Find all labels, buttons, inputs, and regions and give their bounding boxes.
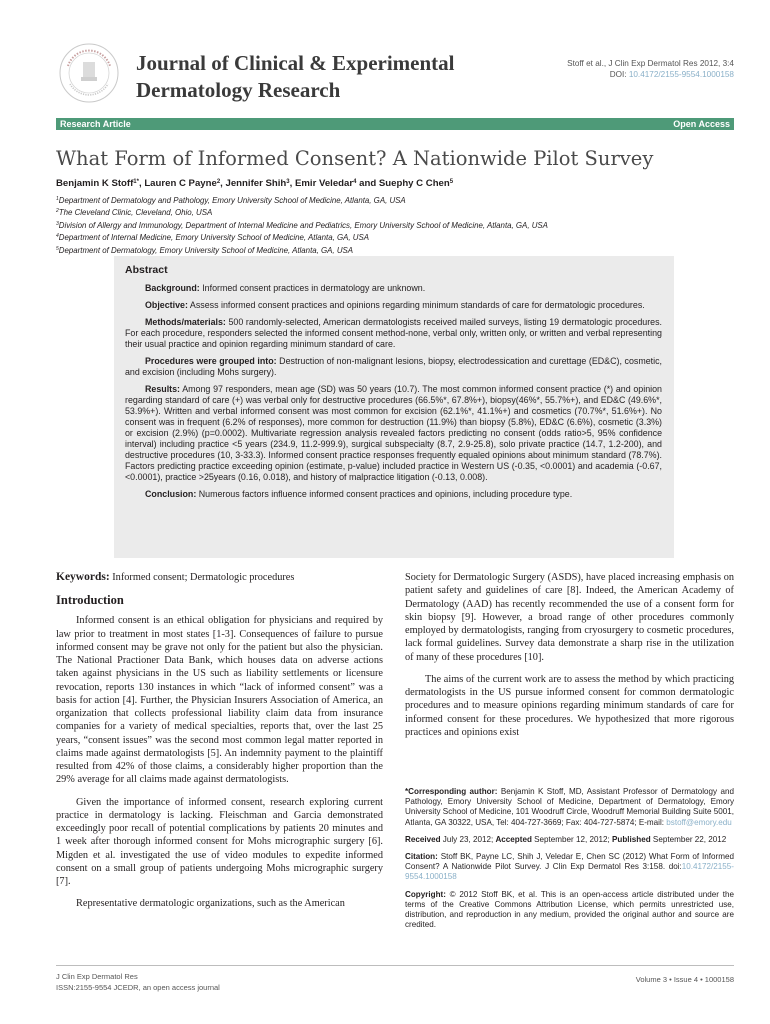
abstract-objective	[125, 300, 662, 311]
email-link[interactable]: bstoff@emory.edu	[666, 817, 732, 827]
abstract-label: Procedures were grouped into:	[145, 356, 277, 366]
author-sup: 4	[353, 179, 357, 185]
author-name: Benjamin K Stoff	[56, 178, 134, 189]
introduction-heading: Introduction	[56, 593, 124, 608]
author-name: Lauren C Payne	[144, 178, 217, 189]
body-paragraph: Society for Dermatologic Surgery (ASDS), have placed increasing emphasis on patient safety and guidelines of care [8]. Indeed, the American Academy of Dermatology (AAD) has recently recommended the use of a consent form for skin biopsy [9]. However, a broad range of other procedures commonly employed by dermatologists, ranging from cryosurgery to cosmetic procedures, lack formal guidelines. Survey data demonstrate a sharp rise in the utilization of many of these procedures [10].	[405, 572, 734, 663]
affiliation-text: Department of Dermatology and Pathology, Emory University School of Medicine, Atlanta, GA, USA	[58, 196, 406, 205]
abstract-text: 500 randomly-selected, American dermatologists received mailed surveys, listing 19 dermatologic procedures. For each procedure, responders selected the informed consent method-none, verbal only, written only, or written and verbal representing their usual practice and opinion regarding minimum standard of care.	[125, 317, 662, 349]
affiliation-item	[56, 194, 548, 206]
footnote-text: Stoff BK, Payne LC, Shih J, Veledar E, Chen SC (2012) What Form of Informed Consent? A Nationwide Pilot Survey. J Clin Exp Dermatol Res 3:158. doi:	[405, 852, 734, 872]
affiliation-item	[56, 206, 548, 218]
author-name: Suephy C Chen	[378, 178, 450, 189]
published-label: Published	[611, 834, 651, 844]
affiliation-text: Division of Allergy and Immunology, Department of Internal Medicine and Pediatrics, Emory University School of Medicine, Atlanta, GA, USA	[58, 220, 548, 230]
affiliation-sup: 3	[56, 220, 59, 227]
affiliation-item	[56, 219, 548, 231]
affiliation-list	[56, 194, 548, 256]
abstract-methods	[125, 317, 662, 350]
abstract-background	[125, 283, 662, 294]
received-date: July 23, 2012;	[440, 834, 496, 844]
copyright-note	[405, 890, 734, 931]
open-access-label: Open Access	[673, 119, 730, 129]
abstract-text: Assess informed consent practices and opinions regarding minimum standards of care for dermatologic procedures.	[187, 300, 645, 310]
affiliation-text: Department of Internal Medicine, Emory University School of Medicine, Atlanta, GA, USA	[58, 233, 369, 243]
author-separator: ,	[220, 178, 226, 189]
keywords-text: Informed consent; Dermatologic procedures	[109, 572, 295, 583]
corresponding-author	[405, 787, 734, 828]
abstract-text: Destruction of non-malignant lesions, biopsy, electrodessication and curettage (ED&C), cosmetic, and excision (including Mohs surgery).	[125, 356, 662, 377]
abstract-label: Results:	[145, 384, 181, 394]
affiliation-text: Department of Dermatology, Emory University School of Medicine, Atlanta, GA, USA	[58, 245, 354, 255]
affiliation-item	[56, 231, 548, 243]
author-sup: 3	[286, 179, 290, 185]
abstract-results	[125, 384, 662, 483]
author-separator: ,	[138, 178, 145, 189]
body-paragraph: Representative dermatologic organizations, such as the American	[76, 898, 345, 910]
doi-label: DOI:	[609, 70, 629, 79]
author-name: Jennifer Shih	[225, 178, 287, 189]
accepted-date: September 12, 2012;	[531, 834, 612, 844]
body-paragraph: Given the importance of informed consent, research exploring current practice in dermatology is lacking. Fleischman and Garcia demonstrated exceedingly poor recall of potential complications by patients 20 minutes and 1 week after thorough informed consent for Mohs micrographic surgery [6]. Migden et al. investigated the use of video modules to expedite informed consent on a small group of patients undergoing Mohs micrographic surgery [7].	[56, 796, 383, 887]
footer-left	[56, 971, 220, 993]
affiliation-sup: 4	[56, 233, 59, 240]
body-paragraph: Informed consent is an ethical obligation for physicians and required by law prior to treatment in most states [1-3]. Consequences of failure to pursue informed consent may be grave not only for the patient but also the physician. The National Practioner Data Bank, which houses data on adverse actions taken against physicians in the US such as liability settlements or licensure revocation, reports 130 instances in which “lack of informed consent” was a basis for action [4]. Further, the Physician Insurers Association of America, an organization that collects professional liability claim data from insurance companies for a variety of medical specialties, reports that, over the last 25 years, “consent issues” was the second most common legal matter reported in claims made against dermatologists [5]. An indemnity payment to the plaintiff resulted from 42% of those claims, a considerably higher proportion than the 29% average for all claims made against dermatologists.	[56, 615, 383, 786]
footnote-label: Citation:	[405, 852, 438, 862]
author-list	[56, 176, 453, 190]
affiliation-text: The Cleveland Clinic, Cleveland, Ohio, USA	[58, 208, 213, 218]
article-type-bar	[56, 118, 734, 130]
keywords	[56, 571, 383, 584]
footer-journal: J Clin Exp Dermatol Res	[56, 972, 138, 981]
abstract-box	[114, 256, 674, 558]
abstract-label: Conclusion:	[145, 489, 197, 499]
accepted-label: Accepted	[495, 834, 532, 844]
header-citation	[567, 58, 734, 80]
dates	[405, 835, 734, 845]
author-separator: and	[356, 178, 379, 189]
author-separator: ,	[289, 178, 295, 189]
footnote-label: Copyright:	[405, 889, 446, 899]
citation-line: Stoff et al., J Clin Exp Dermatol Res 2012, 3:4	[567, 59, 734, 68]
journal-logo-seal	[58, 42, 120, 104]
footnote-text: © 2012 Stoff BK, et al. This is an open-access article distributed under the terms of the Creative Commons Attribution License, which permits unrestricted use, distribution, and reproduction in any medium, provided the original author and source are credited.	[405, 889, 734, 930]
footnote-text: Benjamin K Stoff, MD, Assistant Professor of Dermatology and Pathology, Emory University School of Medicine, Department of Dermatology, Emory University School of Medicine, 101 Woodruff Circle, Woodruff Memorial Building Suite 5001, Atlanta, GA 30322, USA, Tel: 404-727-3669; Fax: 404-727-5874; E-mail:	[405, 787, 734, 827]
left-column	[56, 571, 383, 920]
author-sup: 2	[216, 179, 221, 185]
abstract-text: Numerous factors influence informed consent practices and opinions, including procedure type.	[196, 489, 573, 499]
abstract-heading: Abstract	[125, 264, 168, 276]
footer-issn: ISSN:2155-9554 JCEDR, an open access journal	[56, 983, 220, 992]
footnote-label: *Corresponding author:	[405, 787, 498, 796]
doi-link[interactable]: 10.4172/2155-9554.1000158	[405, 862, 734, 882]
footer-volume: Volume 3 • Issue 4 • 1000158	[635, 975, 734, 984]
abstract-procedures	[125, 356, 662, 378]
footer-divider	[56, 965, 734, 966]
published-date: September 22, 2012	[650, 834, 727, 844]
affiliation-item	[56, 244, 548, 256]
research-article-label: Research Article	[60, 119, 131, 129]
journal-title: Journal of Clinical & Experimental Dermatology Research	[136, 51, 455, 102]
right-column	[405, 571, 734, 748]
abstract-text: Informed consent practices in dermatology are unknown.	[199, 283, 426, 293]
paper-title: What Form of Informed Consent? A Nationwide Pilot Survey	[56, 147, 654, 170]
doi-link[interactable]: 10.4172/2155-9554.1000158	[628, 70, 734, 79]
author-sup: 5	[449, 179, 454, 185]
affiliation-sup: 5	[56, 245, 59, 252]
citation-note	[405, 852, 734, 883]
keywords-label: Keywords:	[56, 571, 110, 583]
abstract-label: Background:	[145, 283, 200, 293]
author-name: Emir Veledar	[294, 178, 354, 189]
affiliation-sup: 2	[56, 208, 59, 215]
body-paragraph: The aims of the current work are to assess the method by which practicing dermatologists in the US pursue informed consent for common dermatologic procedures and to measure opinions regarding minimum standards of care for informed consent for these procedures. We hypothesized that more rigorous practices and opinions exist	[405, 673, 734, 738]
abstract-label: Objective:	[145, 300, 188, 310]
abstract-conclusion	[125, 489, 662, 500]
affiliation-sup: 1	[56, 196, 59, 202]
abstract-text: Among 97 responders, mean age (SD) was 50 years (10.7). The most common informed consent practice (*) and opinion regarding standard of care (+) was verbal only for destructive procedures (66.5%*, 67.8%+), biopsy(46%*, 55.7%+), and ED&C (49.6%*, 53.9%+). Written and verbal informed consent was most common for excision (62.1%*, 41.1%+) and cosmetics (70.7%*, 51.6%+). No consent was in frequent (6.2% of responses), more common for destruction (11.9%) than biopsy (5.8%), ED&C (6.6%), cosmetic (3.3%) or excision (2.9%) (p=0.0002). Multivariate regression analysis revealed factors predicting no consent (odds ratio>5, 95% confidence interval) including practice <5 years (234.9, 11.2-999.9), surgical subspecialty (8.7, 2.9-25.8), solo private practice (14.7, 1.2-200), and destructive procedures (10, 3-33.3). Informed consent practice responses frequently equaled opinions about minimum standard (78.7%). Factors predicting practice exceeding opinion (estimate, p-value) included practice in Western US (-0.35, <0.0001) and academia (-0.67, <0.0001), practice >25years (0.16, 0.018), and history of malpractice litigation (-0.13, 0.008).	[125, 384, 662, 482]
abstract-label: Methods/materials:	[145, 317, 226, 327]
received-label: Received	[405, 834, 441, 844]
footnotes	[405, 787, 734, 937]
author-sup: 1*	[133, 179, 139, 185]
doi-line	[567, 69, 734, 80]
